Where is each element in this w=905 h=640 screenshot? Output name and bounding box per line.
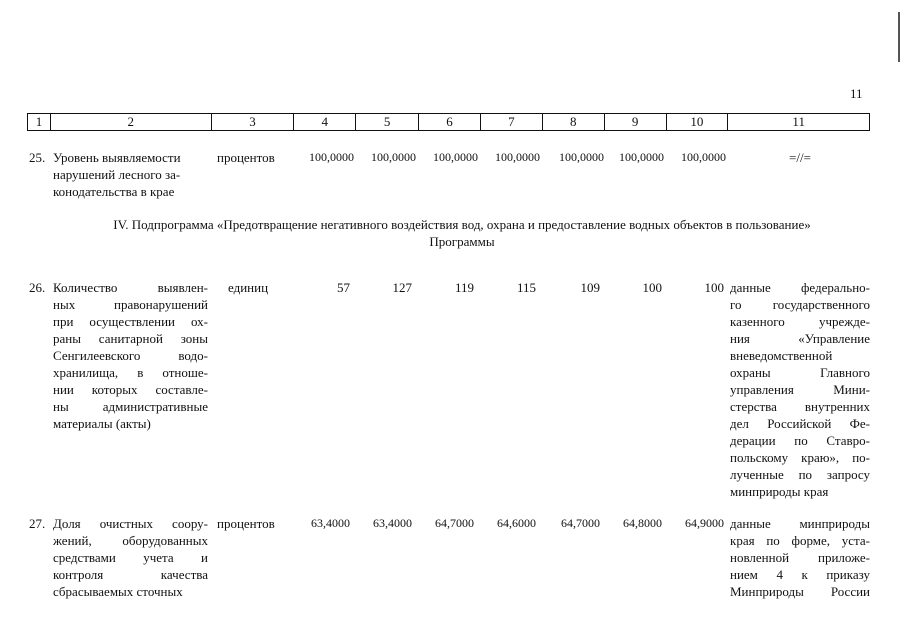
indicator-name-line: нарушений лесного за-	[53, 167, 181, 182]
indicator-name-line: Сенгилеевского водо-	[53, 348, 208, 363]
data-source-line: лученные по запросу	[730, 467, 870, 482]
data-source-line: охраны Главного	[730, 365, 870, 380]
value-cell: 100,0000	[619, 150, 664, 164]
value-cell: 109	[580, 280, 600, 295]
indicator-name-line: сбрасываемых сточных	[53, 584, 183, 599]
value-cell: 57	[337, 280, 350, 295]
indicator-name-line: средствами учета и	[53, 550, 208, 565]
section-heading-line-2: Программы	[429, 234, 495, 249]
value-cell: 64,8000	[623, 516, 662, 530]
data-source-line: вневедомственной	[730, 348, 833, 363]
data-source-line: управления Мини-	[730, 382, 870, 397]
unit-of-measure: процентов	[217, 516, 275, 531]
indicator-name-line: хранилища, в отноше-	[53, 365, 208, 380]
column-header-6: 6	[418, 114, 480, 130]
indicator-name-line: при осуществлении ох-	[53, 314, 208, 329]
data-source	[730, 515, 870, 600]
value-cell: 100,0000	[371, 150, 416, 164]
column-number-header	[27, 113, 870, 131]
data-source-line: нием 4 к приказу	[730, 567, 870, 582]
value-cell: 119	[454, 280, 474, 295]
indicator-name	[53, 279, 208, 432]
data-source-line: дел Российской Фе-	[730, 416, 870, 431]
indicator-name	[53, 515, 208, 600]
data-source-line: новленной приложе-	[730, 550, 870, 565]
data-source-line: го государственного	[730, 297, 870, 312]
value-cell: 100,0000	[495, 150, 540, 164]
row-number: 25.	[29, 150, 46, 165]
column-header-1: 1	[35, 114, 43, 129]
indicator-name-line: Количество выявлен-	[53, 280, 208, 295]
data-source-line: дерации по Ставро-	[730, 433, 870, 448]
indicator-name-line: ных правонарушений	[53, 297, 208, 312]
value-cell: 63,4000	[311, 516, 350, 530]
data-source-line: казенного учрежде-	[730, 314, 870, 329]
value-cell: 64,6000	[497, 516, 536, 530]
indicator-name-line: Доля очистных соору-	[53, 516, 208, 531]
indicator-name-line: Уровень выявляемости	[53, 150, 181, 165]
section-heading	[52, 216, 872, 250]
column-header-4: 4	[293, 114, 355, 130]
data-source-line: данные федерально-	[730, 280, 870, 295]
column-header-5: 5	[355, 114, 418, 130]
value-cell: 100	[704, 280, 724, 295]
column-header-9: 9	[604, 114, 666, 130]
indicator-name-line: нии которых составле-	[53, 382, 208, 397]
value-cell: 115	[516, 280, 536, 295]
indicator-name-line: раны санитарной зоны	[53, 331, 208, 346]
unit-of-measure: процентов	[217, 150, 275, 165]
unit-of-measure: единиц	[228, 280, 269, 295]
page-number: 11	[850, 86, 863, 101]
indicator-name	[53, 149, 211, 200]
page-edge-mark	[898, 12, 900, 62]
data-source-line: края по форме, уста-	[730, 533, 870, 548]
column-header-8: 8	[542, 114, 604, 130]
indicator-name-line: материалы (акты)	[53, 416, 151, 431]
row-number: 26.	[29, 280, 46, 295]
data-source: =//=	[789, 150, 811, 165]
value-cell: 64,7000	[561, 516, 600, 530]
column-header-3: 3	[211, 114, 294, 130]
data-source-line: Минприроды России	[730, 584, 870, 599]
value-cell: 100	[642, 280, 662, 295]
section-heading-line-1: IV. Подпрограмма «Предотвращение негативного воздействия вод, охрана и предоставление водных объектов в пользование»	[113, 217, 811, 232]
data-source-line: ния «Управление	[730, 331, 870, 346]
value-cell: 63,4000	[373, 516, 412, 530]
indicator-name-line: конодательства в крае	[53, 184, 175, 199]
indicator-name-line: контроля качества	[53, 567, 208, 582]
column-header-11: 11	[727, 114, 869, 130]
value-cell: 64,7000	[435, 516, 474, 530]
column-header-7: 7	[480, 114, 542, 130]
data-source-line: стерства внутренних	[730, 399, 870, 414]
indicator-name-line: жений, оборудованных	[53, 533, 208, 548]
indicator-name-line: ны административные	[53, 399, 208, 414]
data-source-line: данные минприроды	[730, 516, 870, 531]
row-number: 27.	[29, 516, 46, 531]
data-source	[730, 279, 870, 500]
value-cell: 64,9000	[685, 516, 724, 530]
column-header-2: 2	[50, 114, 211, 130]
value-cell: 100,0000	[681, 150, 726, 164]
value-cell: 100,0000	[309, 150, 354, 164]
data-source-line: польскому краю», по-	[730, 450, 870, 465]
value-cell: 100,0000	[559, 150, 604, 164]
data-source-line: минприроды края	[730, 484, 829, 499]
column-header-10: 10	[666, 114, 728, 130]
value-cell: 100,0000	[433, 150, 478, 164]
value-cell: 127	[392, 280, 412, 295]
